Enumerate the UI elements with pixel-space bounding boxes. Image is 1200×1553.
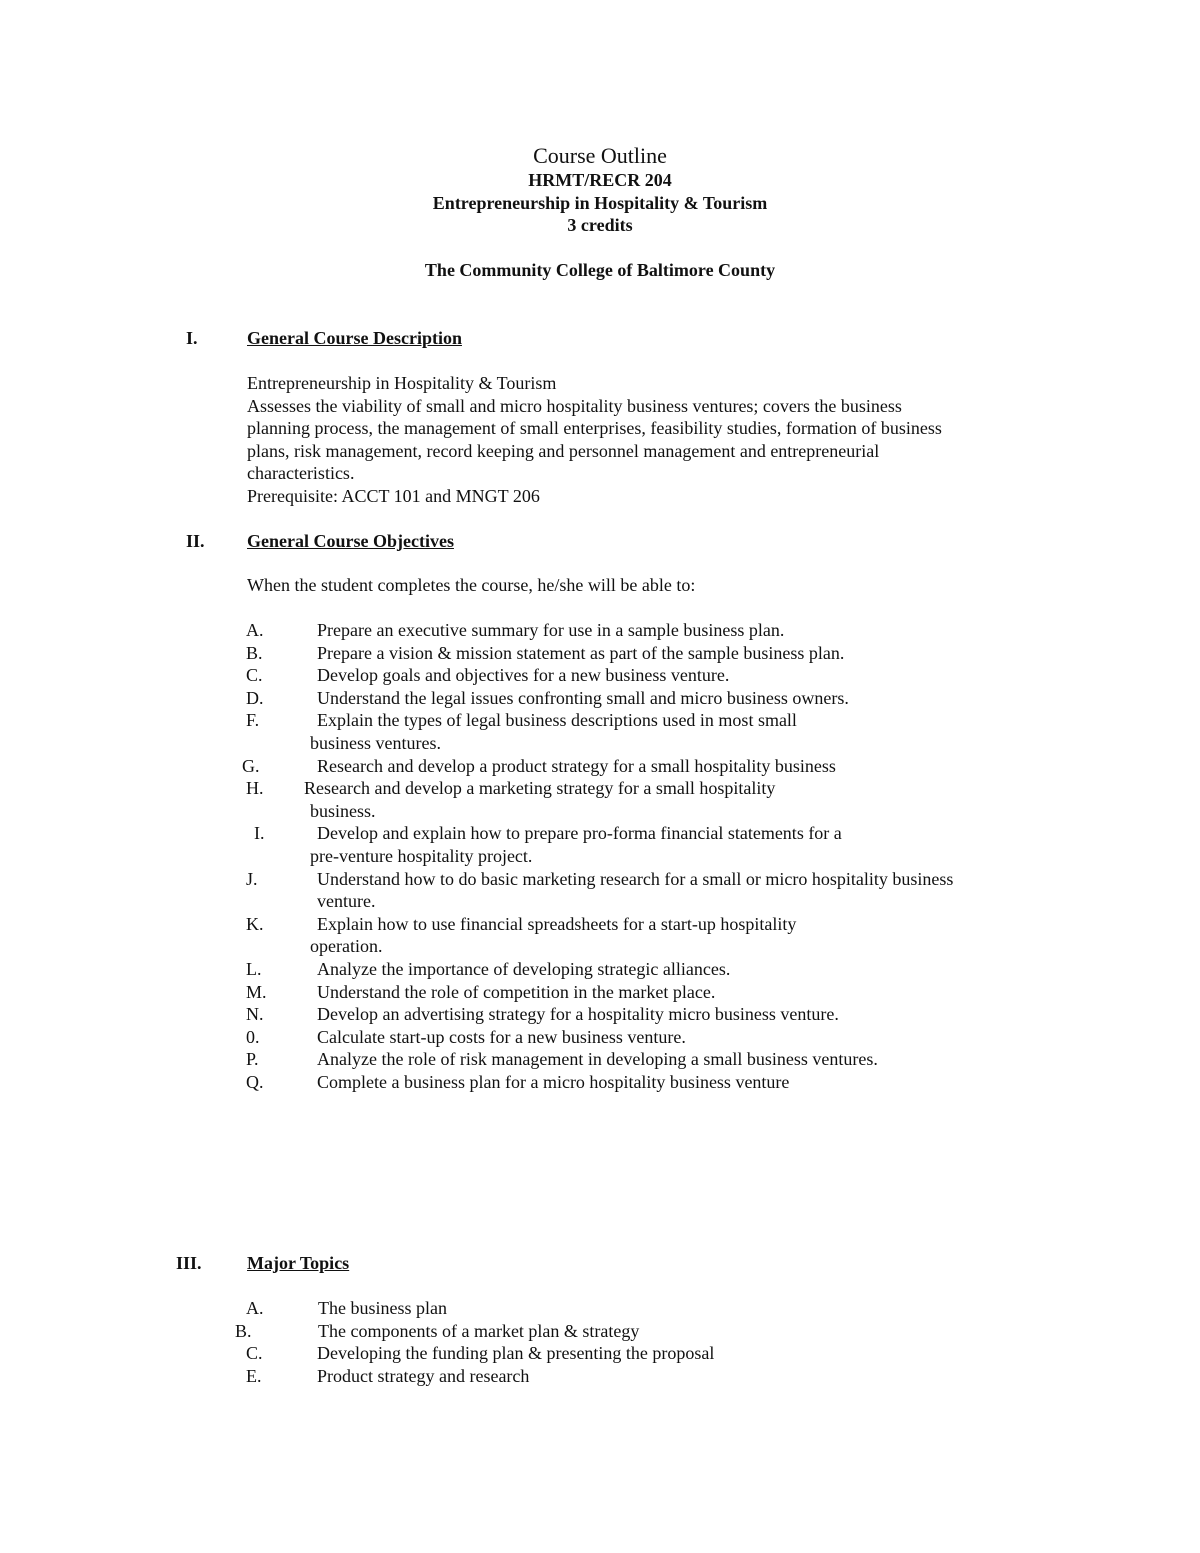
list-item-text: Develop an advertising strategy for a hospitality micro business venture. [317, 1004, 839, 1025]
list-item [0, 1320, 1100, 1343]
section-2-number: II. [186, 531, 205, 551]
course-code: HRMT/RECR 204 [528, 170, 672, 190]
list-item [0, 619, 1100, 642]
list-item-text: Develop goals and objectives for a new business venture. [317, 665, 730, 686]
list-item-label: I. [254, 823, 265, 844]
section-2-heading: General Course Objectives [247, 531, 454, 551]
list-item-text: Explain how to use financial spreadsheets for a start-up hospitality [317, 913, 797, 934]
list-item-text: Analyze the role of risk management in developing a small business ventures. [317, 1049, 878, 1070]
list-item-label: L. [246, 959, 262, 979]
list-item [0, 642, 1100, 665]
course-credits: 3 credits [567, 215, 633, 235]
list-item [0, 981, 1100, 1004]
list-item-text: Complete a business plan for a micro hospitality business venture [317, 1072, 790, 1092]
list-item-continuation [0, 845, 1100, 868]
list-item-text: Research and develop a marketing strategy for a small hospitality [304, 778, 776, 799]
list-item-text: Develop and explain how to prepare pro-forma financial statements for a [317, 823, 842, 844]
list-item-text: Calculate start-up costs for a new business venture. [317, 1026, 686, 1047]
list-item-label: C. [246, 665, 263, 686]
list-item-label: K. [246, 913, 264, 934]
list-item-continuation [0, 800, 1100, 823]
list-item-text: Explain the types of legal business descriptions used in most small [317, 710, 797, 731]
list-item [0, 709, 1100, 732]
list-item-label: E. [246, 1365, 262, 1386]
list-item [0, 664, 1100, 687]
list-item-text: Analyze the importance of developing strategic alliances. [317, 959, 731, 979]
list-item-label: D. [246, 687, 264, 708]
list-item-label: B. [235, 1320, 252, 1341]
list-item-label: N. [246, 1004, 264, 1025]
list-item-label: G. [242, 755, 260, 776]
list-item-text: venture. [317, 891, 376, 912]
list-item-label: H. [246, 778, 264, 799]
list-item-label: B. [246, 642, 263, 663]
list-item-label: C. [246, 1343, 263, 1364]
list-item-label: Q. [246, 1072, 264, 1092]
list-item-label: J. [246, 868, 258, 889]
description-line: characteristics. [247, 463, 355, 484]
list-item-text: pre-venture hospitality project. [310, 846, 533, 866]
list-item [0, 958, 1100, 981]
list-item-text: Product strategy and research [317, 1365, 530, 1386]
list-item-label: M. [246, 981, 267, 1002]
list-item [0, 1003, 1100, 1026]
list-item-text: business. [310, 800, 376, 821]
description-line: Entrepreneurship in Hospitality & Tourism [247, 373, 557, 393]
list-item-text: The business plan [318, 1298, 447, 1318]
list-item-text: business ventures. [310, 733, 441, 753]
list-item [0, 1297, 1100, 1320]
list-item-label: A. [246, 1298, 264, 1318]
section-1-number: I. [186, 328, 198, 348]
course-description [247, 372, 1027, 508]
list-item [0, 755, 1100, 778]
objectives-intro: When the student completes the course, he/she will be able to: [247, 575, 696, 595]
list-item-text: The components of a market plan & strategy [318, 1320, 640, 1341]
list-item-label: 0. [246, 1026, 260, 1047]
list-item-continuation [0, 890, 1100, 913]
list-item-label: F. [246, 710, 260, 731]
list-item-label: P. [246, 1049, 259, 1070]
list-item-text: Prepare a vision & mission statement as part of the sample business plan. [317, 642, 845, 663]
list-item-continuation [0, 732, 1100, 755]
description-line: plans, risk management, record keeping and personnel management and entrepreneurial [247, 440, 880, 461]
list-item-text: Developing the funding plan & presenting the proposal [317, 1343, 715, 1364]
list-item [0, 777, 1100, 800]
list-item [0, 1071, 1100, 1094]
prerequisite-line: Prerequisite: ACCT 101 and MNGT 206 [247, 485, 540, 506]
list-item-text: Understand how to do basic marketing research for a small or micro hospitality business [317, 868, 954, 889]
course-name: Entrepreneurship in Hospitality & Tourism [432, 193, 768, 213]
list-item [0, 822, 1100, 845]
list-item-text: Research and develop a product strategy for a small hospitality business [317, 755, 836, 776]
description-line: Assesses the viability of small and micro hospitality business ventures; covers the business [247, 395, 902, 416]
section-1-heading: General Course Description [247, 328, 462, 348]
institution-name: The Community College of Baltimore County [424, 260, 776, 280]
list-item [0, 913, 1100, 936]
list-item [0, 687, 1100, 710]
section-3-heading: Major Topics [247, 1253, 350, 1273]
list-item-label: A. [246, 620, 264, 640]
list-item [0, 1026, 1100, 1049]
description-line: planning process, the management of small enterprises, feasibility studies, formation of business [247, 418, 942, 439]
list-item-text: Prepare an executive summary for use in a sample business plan. [317, 620, 785, 640]
document-title: Course Outline [533, 143, 667, 168]
section-3-number: III. [176, 1253, 202, 1273]
list-item-text: Understand the legal issues confronting small and micro business owners. [317, 687, 849, 708]
list-item-text: Understand the role of competition in the market place. [317, 981, 716, 1002]
list-item [0, 1048, 1100, 1071]
list-item [0, 1365, 1100, 1388]
list-item [0, 868, 1100, 891]
list-item [0, 1342, 1100, 1365]
list-item-text: operation. [310, 936, 383, 957]
list-item-continuation [0, 935, 1100, 958]
